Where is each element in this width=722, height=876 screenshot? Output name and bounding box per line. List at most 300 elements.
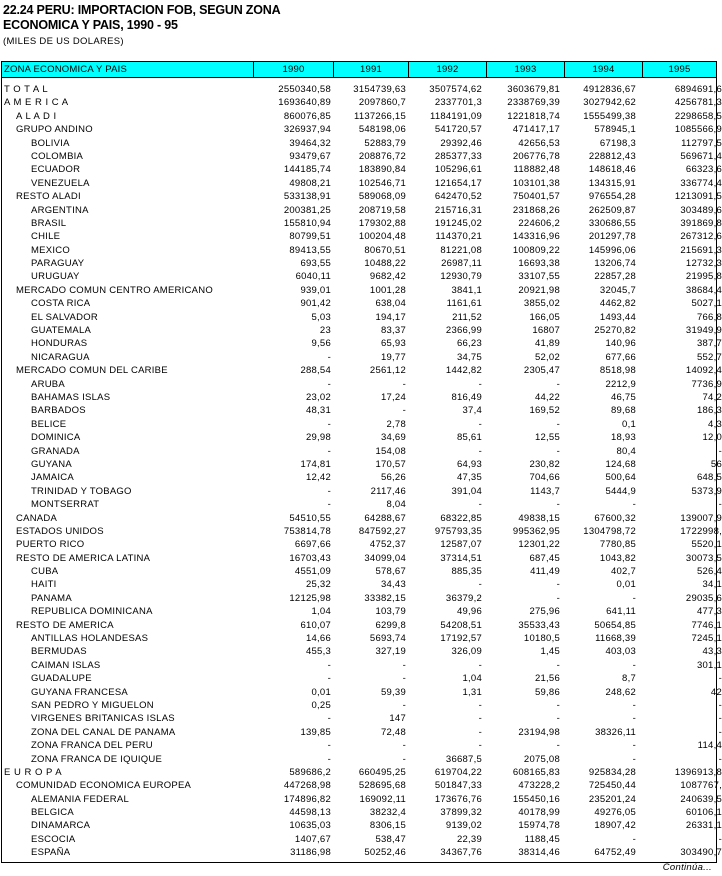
cell-1995 xyxy=(642,753,722,766)
cell-1991: 10488,22 xyxy=(364,258,406,270)
cell-1992: 26987,11 xyxy=(441,258,482,270)
cell-1990: 23 xyxy=(319,325,331,337)
cell-1994: - xyxy=(632,833,636,845)
table-row xyxy=(2,404,722,417)
cell-1994: 145996,06 xyxy=(588,244,636,256)
table-row xyxy=(2,846,722,859)
cell-1993: 12,55 xyxy=(534,432,560,444)
cell-1993: 1221818,74 xyxy=(507,110,560,122)
cell-1993: 1,45 xyxy=(540,646,560,658)
table-rows xyxy=(2,83,722,860)
cell-1994: - xyxy=(632,713,636,725)
cell-1992: 37,4 xyxy=(462,405,482,417)
table-row xyxy=(2,445,722,458)
table-row xyxy=(2,525,722,538)
cell-1991: 100204,48 xyxy=(358,231,406,243)
row-label: CANADA xyxy=(16,512,58,524)
cell-1991: 638,04 xyxy=(375,298,406,310)
cell-1991: 38232,4 xyxy=(369,807,406,819)
table-row xyxy=(2,712,722,725)
cell-1995 xyxy=(642,270,722,283)
cell-1993: 687,45 xyxy=(529,552,560,564)
row-label: GUATEMALA xyxy=(31,325,92,337)
cell-1994: 13206,74 xyxy=(594,258,636,270)
cell-1992: 215716,31 xyxy=(434,204,482,216)
cell-1992: 81221,08 xyxy=(440,244,482,256)
cell-1994: 262509,87 xyxy=(588,204,636,216)
row-label: T O T A L xyxy=(4,84,49,95)
title-line-1: 22.24 PERU: IMPORTACION FOB, SEGUN ZONA xyxy=(3,3,281,17)
row-label: GUADALUPE xyxy=(31,673,92,685)
cell-1994: 4462,82 xyxy=(599,298,636,310)
cell-1992: 36687,5 xyxy=(445,753,482,765)
cell-1994: 1493,44 xyxy=(599,311,636,323)
cell-1993: 59,86 xyxy=(534,686,560,698)
cell-1992: - xyxy=(478,445,482,457)
row-label: ECUADOR xyxy=(31,164,81,176)
table-row xyxy=(2,753,722,766)
cell-1995 xyxy=(642,150,722,163)
cell-1990: 4551,09 xyxy=(294,566,331,578)
row-label: ESTADOS UNIDOS xyxy=(16,525,104,537)
row-label: MERCADO COMUN DEL CARIBE xyxy=(16,365,168,377)
cell-1992: 54208,51 xyxy=(440,619,482,631)
cell-1994: 25270,82 xyxy=(594,325,636,337)
cell-value: 139007,9 xyxy=(680,512,722,524)
cell-1993: 704,66 xyxy=(529,472,560,484)
cell-value: 112797,5 xyxy=(681,137,722,149)
cell-1994: 11668,39 xyxy=(595,633,636,645)
table-row xyxy=(2,645,722,658)
cell-1991: 589068,09 xyxy=(358,191,406,203)
cell-1993: 118882,48 xyxy=(513,164,560,176)
table-row xyxy=(2,632,722,645)
cell-1993: 1188,45 xyxy=(524,833,560,845)
cell-1991: - xyxy=(402,740,406,752)
table-row xyxy=(2,659,722,672)
cell-1994: 49276,05 xyxy=(594,807,636,819)
cell-1995 xyxy=(642,123,722,136)
table-row xyxy=(2,538,722,551)
cell-value: 1085566,9 xyxy=(674,124,722,136)
table-row xyxy=(2,244,722,257)
row-label: ALEMANIA FEDERAL xyxy=(31,793,129,805)
cell-value: 56 xyxy=(710,458,722,470)
cell-1994: 0,1 xyxy=(622,418,636,430)
cell-1994: 4912836,67 xyxy=(583,84,636,95)
cell-1995 xyxy=(642,163,722,176)
cell-1993: 20921,98 xyxy=(518,284,560,296)
cell-1991: - xyxy=(402,405,406,417)
cell-value: 5373,9 xyxy=(691,485,722,497)
cell-1991: 34,43 xyxy=(380,579,406,591)
row-label: BAHAMAS ISLAS xyxy=(31,391,111,403)
table-row xyxy=(2,766,722,779)
cell-1994: 725450,44 xyxy=(588,780,636,792)
cell-1995 xyxy=(642,431,722,444)
units-subtitle: (MILES DE US DOLARES) xyxy=(3,36,124,47)
cell-1994: 330686,55 xyxy=(588,217,636,229)
cell-1995 xyxy=(642,190,722,203)
cell-1993: 143316,96 xyxy=(512,231,560,243)
cell-value: 2298658,5 xyxy=(674,110,722,122)
cell-1990: 0,25 xyxy=(311,699,331,711)
cell-1993: 35533,43 xyxy=(518,619,560,631)
row-label: ZONA FRANCA DEL PERU xyxy=(31,740,153,752)
cell-1990: 9,56 xyxy=(311,338,331,350)
row-label: URUGUAY xyxy=(31,271,80,283)
table-row xyxy=(2,364,722,377)
cell-1993: 21,56 xyxy=(534,673,560,685)
cell-value: 1087767, xyxy=(680,780,722,792)
cell-1991: 2561,12 xyxy=(369,365,406,377)
cell-1990: 54510,55 xyxy=(289,512,331,524)
cell-1990: - xyxy=(327,713,331,725)
cell-1993: 100809,22 xyxy=(512,244,560,256)
cell-1992: 85,61 xyxy=(456,432,482,444)
cell-1990: 44598,13 xyxy=(289,807,331,819)
cell-1993: 155450,16 xyxy=(512,793,560,805)
table-row xyxy=(2,512,722,525)
cell-value: 114,4 xyxy=(697,740,722,752)
cell-value: 14092,4 xyxy=(685,365,722,377)
cell-value: - xyxy=(718,445,722,457)
table-row xyxy=(2,257,722,270)
cell-1992: 501847,33 xyxy=(434,780,482,792)
cell-1992: 191245,02 xyxy=(434,217,482,229)
cell-1990: - xyxy=(327,418,331,430)
cell-1993: 52,02 xyxy=(534,351,560,363)
cell-1990: - xyxy=(327,740,331,752)
cell-1995 xyxy=(642,257,722,270)
cell-1995 xyxy=(642,445,722,458)
cell-1991: 208719,58 xyxy=(358,204,406,216)
cell-1994: 1043,82 xyxy=(599,552,636,564)
row-label: CAIMAN ISLAS xyxy=(31,659,101,671)
cell-1990: 174896,82 xyxy=(283,793,331,805)
cell-1995 xyxy=(642,806,722,819)
table-row xyxy=(2,833,722,846)
cell-1990: 610,07 xyxy=(300,619,331,631)
cell-1990: 174,81 xyxy=(300,458,331,470)
row-label: ZONA FRANCA DE IQUIQUE xyxy=(31,753,163,765)
cell-1995 xyxy=(642,391,722,404)
cell-1992: - xyxy=(478,378,482,390)
cell-1991: 6299,8 xyxy=(375,619,406,631)
row-label: NICARAGUA xyxy=(31,351,90,363)
cell-1991: 4752,37 xyxy=(369,539,406,551)
cell-1990: - xyxy=(327,659,331,671)
cell-1991: 847592,27 xyxy=(358,525,406,537)
cell-1990: 753814,78 xyxy=(283,525,331,537)
cell-1995 xyxy=(642,712,722,725)
table-row xyxy=(2,270,722,283)
row-label: E U R O P A xyxy=(4,766,63,778)
cell-1991: 1001,28 xyxy=(369,284,406,296)
table-row xyxy=(2,619,722,632)
cell-1993: 608165,83 xyxy=(512,766,560,778)
table-row xyxy=(2,672,722,685)
cell-1992: - xyxy=(478,699,482,711)
cell-1992: 211,52 xyxy=(452,311,482,323)
row-label: BOLIVIA xyxy=(31,137,70,149)
cell-1992: - xyxy=(478,499,482,511)
cell-1994: - xyxy=(632,699,636,711)
cell-1992: 173676,76 xyxy=(434,793,482,805)
cell-1994: 235201,24 xyxy=(588,793,636,805)
cell-1990: 1407,67 xyxy=(294,833,331,845)
row-label: EL SALVADOR xyxy=(31,311,98,323)
cell-value: 1213091,5 xyxy=(674,191,722,203)
cell-1994: 80,4 xyxy=(616,445,636,457)
header-1991: 1991 xyxy=(333,62,408,77)
cell-1993: 473228,2 xyxy=(518,780,560,792)
cell-1994: 500,64 xyxy=(605,472,636,484)
cell-value: - xyxy=(718,713,722,725)
cell-value: 5520,1 xyxy=(691,539,722,551)
cell-1993: 166,05 xyxy=(529,311,560,323)
cell-1995 xyxy=(642,418,722,431)
cell-1992: 17192,57 xyxy=(440,633,482,645)
cell-1991: 59,39 xyxy=(380,686,406,698)
cell-value: 74,2 xyxy=(702,391,722,403)
table-row xyxy=(2,726,722,739)
cell-1990: 29,98 xyxy=(305,432,331,444)
table-row xyxy=(2,150,722,163)
cell-1993: 10180,5 xyxy=(523,633,560,645)
table-row xyxy=(2,806,722,819)
cell-1993: - xyxy=(556,592,560,604)
cell-1993: - xyxy=(556,713,560,725)
cell-1991: 83,37 xyxy=(380,325,406,337)
cell-1990: - xyxy=(327,753,331,765)
cell-1995 xyxy=(642,177,722,190)
cell-1995 xyxy=(642,833,722,846)
row-label: CUBA xyxy=(31,566,59,578)
continued-note: Continúa... xyxy=(662,862,712,873)
cell-1995 xyxy=(642,726,722,739)
cell-1993: 2075,08 xyxy=(523,753,560,765)
cell-value: 7746,1 xyxy=(691,619,722,631)
cell-1992: 2337701,3 xyxy=(434,97,482,109)
header-1990: 1990 xyxy=(253,62,333,77)
cell-1994: 578945,1 xyxy=(594,124,636,136)
cell-1990: 16703,43 xyxy=(289,552,331,564)
cell-1994: 402,7 xyxy=(610,566,636,578)
cell-1995 xyxy=(642,297,722,310)
cell-1995 xyxy=(642,404,722,417)
cell-1995 xyxy=(642,137,722,150)
cell-value: - xyxy=(718,833,722,845)
cell-1995 xyxy=(642,632,722,645)
row-label: RESTO ALADI xyxy=(16,191,81,203)
cell-1993: - xyxy=(556,445,560,457)
table-row xyxy=(2,204,722,217)
table-row xyxy=(2,431,722,444)
table-row xyxy=(2,123,722,136)
cell-1992: 12930,79 xyxy=(440,271,482,283)
cell-value: - xyxy=(718,726,722,738)
table-row xyxy=(2,297,722,310)
cell-1990: 80799,51 xyxy=(289,231,331,243)
cell-1995 xyxy=(642,793,722,806)
row-label: MERCADO COMUN CENTRO AMERICANO xyxy=(16,284,213,296)
cell-1995 xyxy=(642,110,722,123)
row-label: COSTA RICA xyxy=(31,298,91,310)
row-label: MONTSERRAT xyxy=(31,499,100,511)
table-row xyxy=(2,779,722,792)
cell-value: 186,3 xyxy=(696,405,722,417)
cell-1992: 816,49 xyxy=(451,391,482,403)
cell-value: 240639,5 xyxy=(680,793,722,805)
cell-1993: - xyxy=(556,499,560,511)
cell-1991: 2117,46 xyxy=(370,485,406,497)
cell-1995 xyxy=(642,699,722,712)
table-row xyxy=(2,793,722,806)
cell-1991: 19,77 xyxy=(380,351,406,363)
cell-value: 301,1 xyxy=(696,659,722,671)
cell-1991: 660495,25 xyxy=(358,766,406,778)
cell-1992: 49,96 xyxy=(456,606,482,618)
row-label: VENEZUELA xyxy=(31,177,90,189)
cell-1994: 925834,28 xyxy=(588,766,636,778)
cell-1991: 33382,15 xyxy=(364,592,406,604)
cell-1995 xyxy=(642,96,722,109)
cell-value: 21995,8 xyxy=(685,271,722,283)
cell-1992: 1,31 xyxy=(462,686,482,698)
cell-1994: 46,75 xyxy=(610,391,636,403)
cell-value: 7245,1 xyxy=(691,633,722,645)
cell-1994: 8,7 xyxy=(622,673,636,685)
cell-value: 4,3 xyxy=(708,418,722,430)
cell-1993: - xyxy=(556,699,560,711)
cell-1990: 5,03 xyxy=(311,311,331,323)
cell-value: 215691,3 xyxy=(680,244,722,256)
cell-1993: 224606,2 xyxy=(518,217,560,229)
cell-1995 xyxy=(642,672,722,685)
cell-1993: 169,52 xyxy=(529,405,560,417)
cell-1992: 121654,17 xyxy=(434,177,482,189)
cell-1991: 50252,46 xyxy=(364,847,406,859)
cell-1995 xyxy=(642,485,722,498)
cell-1992: - xyxy=(478,418,482,430)
cell-1990: 14,66 xyxy=(305,633,331,645)
table-row xyxy=(2,177,722,190)
cell-1990: 48,31 xyxy=(305,405,331,417)
table-row xyxy=(2,311,722,324)
cell-1995 xyxy=(642,244,722,257)
cell-1994: 18907,42 xyxy=(594,820,636,832)
row-label: DOMINICA xyxy=(31,432,81,444)
cell-1995 xyxy=(642,766,722,779)
cell-1990: 31186,98 xyxy=(290,847,331,859)
cell-1992: - xyxy=(478,740,482,752)
cell-1995 xyxy=(642,846,722,859)
cell-value: 42 xyxy=(710,686,722,698)
cell-value: 60106,1 xyxy=(685,807,722,819)
cell-1991: 72,48 xyxy=(380,726,406,738)
table-row xyxy=(2,378,722,391)
cell-1993: 103101,38 xyxy=(512,177,560,189)
cell-1991: - xyxy=(402,659,406,671)
row-label: HONDURAS xyxy=(31,338,88,350)
cell-1993: 750401,57 xyxy=(512,191,560,203)
cell-1991: 65,93 xyxy=(380,338,406,350)
cell-1990: 6697,66 xyxy=(294,539,331,551)
cell-1990: - xyxy=(327,445,331,457)
page-title xyxy=(3,3,280,33)
cell-1991: 183890,84 xyxy=(358,164,406,176)
cell-value: 12,0 xyxy=(702,432,722,444)
cell-1992: 1184191,09 xyxy=(430,110,482,122)
cell-1992: 1442,82 xyxy=(445,365,482,377)
cell-value: 38684,4 xyxy=(685,284,722,296)
cell-1990: 1,04 xyxy=(311,606,331,618)
cell-1995 xyxy=(642,819,722,832)
cell-1993: 3603679,81 xyxy=(507,84,560,95)
cell-1994: 641,11 xyxy=(606,606,636,618)
table-row xyxy=(2,137,722,150)
cell-1992: 114370,21 xyxy=(435,231,482,243)
cell-1994: 3027942,62 xyxy=(583,97,636,109)
header-zona: ZONA ECONOMICA Y PAIS xyxy=(4,64,127,75)
cell-1991: 528695,68 xyxy=(358,780,406,792)
cell-1991: 34099,04 xyxy=(364,552,406,564)
cell-1995 xyxy=(642,378,722,391)
cell-1994: - xyxy=(632,499,636,511)
cell-1993: 275,96 xyxy=(529,606,560,618)
row-label: BELGICA xyxy=(31,807,74,819)
cell-1992: 12587,07 xyxy=(440,539,482,551)
cell-1992: 68322,85 xyxy=(440,512,482,524)
title-line-2: ECONOMICA Y PAIS, 1990 - 95 xyxy=(3,18,178,32)
cell-1990: 533138,91 xyxy=(283,191,331,203)
cell-1991: 327,19 xyxy=(375,646,406,658)
row-label: PANAMA xyxy=(31,592,72,604)
cell-1994: 2212,9 xyxy=(605,378,636,390)
cell-1990: 155810,94 xyxy=(283,217,331,229)
cell-1991: 3154739,63 xyxy=(353,84,406,95)
table-row xyxy=(2,471,722,484)
cell-1990: 49808,21 xyxy=(289,177,331,189)
cell-1995 xyxy=(642,592,722,605)
table-body xyxy=(1,78,722,863)
cell-1995 xyxy=(642,284,722,297)
cell-value: - xyxy=(718,673,722,685)
cell-1995 xyxy=(642,779,722,792)
cell-1991: 538,47 xyxy=(375,833,406,845)
row-label: A L A D I xyxy=(16,110,57,122)
row-label: VIRGENES BRITANICAS ISLAS xyxy=(31,713,175,725)
cell-value: 267312,6 xyxy=(680,231,722,243)
table-row xyxy=(2,485,722,498)
cell-1994: 677,66 xyxy=(605,351,636,363)
cell-1990: 1693640,89 xyxy=(278,97,331,109)
cell-1991: 80670,51 xyxy=(364,244,406,256)
cell-1992: 29392,46 xyxy=(440,137,482,149)
cell-1995 xyxy=(642,659,722,672)
cell-1992: 64,93 xyxy=(456,458,482,470)
row-label: MEXICO xyxy=(31,244,70,256)
cell-value: 569671,4 xyxy=(680,150,722,162)
cell-1991: 208876,72 xyxy=(358,150,406,162)
cell-value: 4256781,3 xyxy=(674,97,722,109)
row-label: JAMAICA xyxy=(31,472,74,484)
row-label: CHILE xyxy=(31,231,61,243)
row-label: ARGENTINA xyxy=(31,204,89,216)
row-label: RESTO DE AMERICA xyxy=(16,619,114,631)
cell-1993: 411,49 xyxy=(530,566,560,578)
